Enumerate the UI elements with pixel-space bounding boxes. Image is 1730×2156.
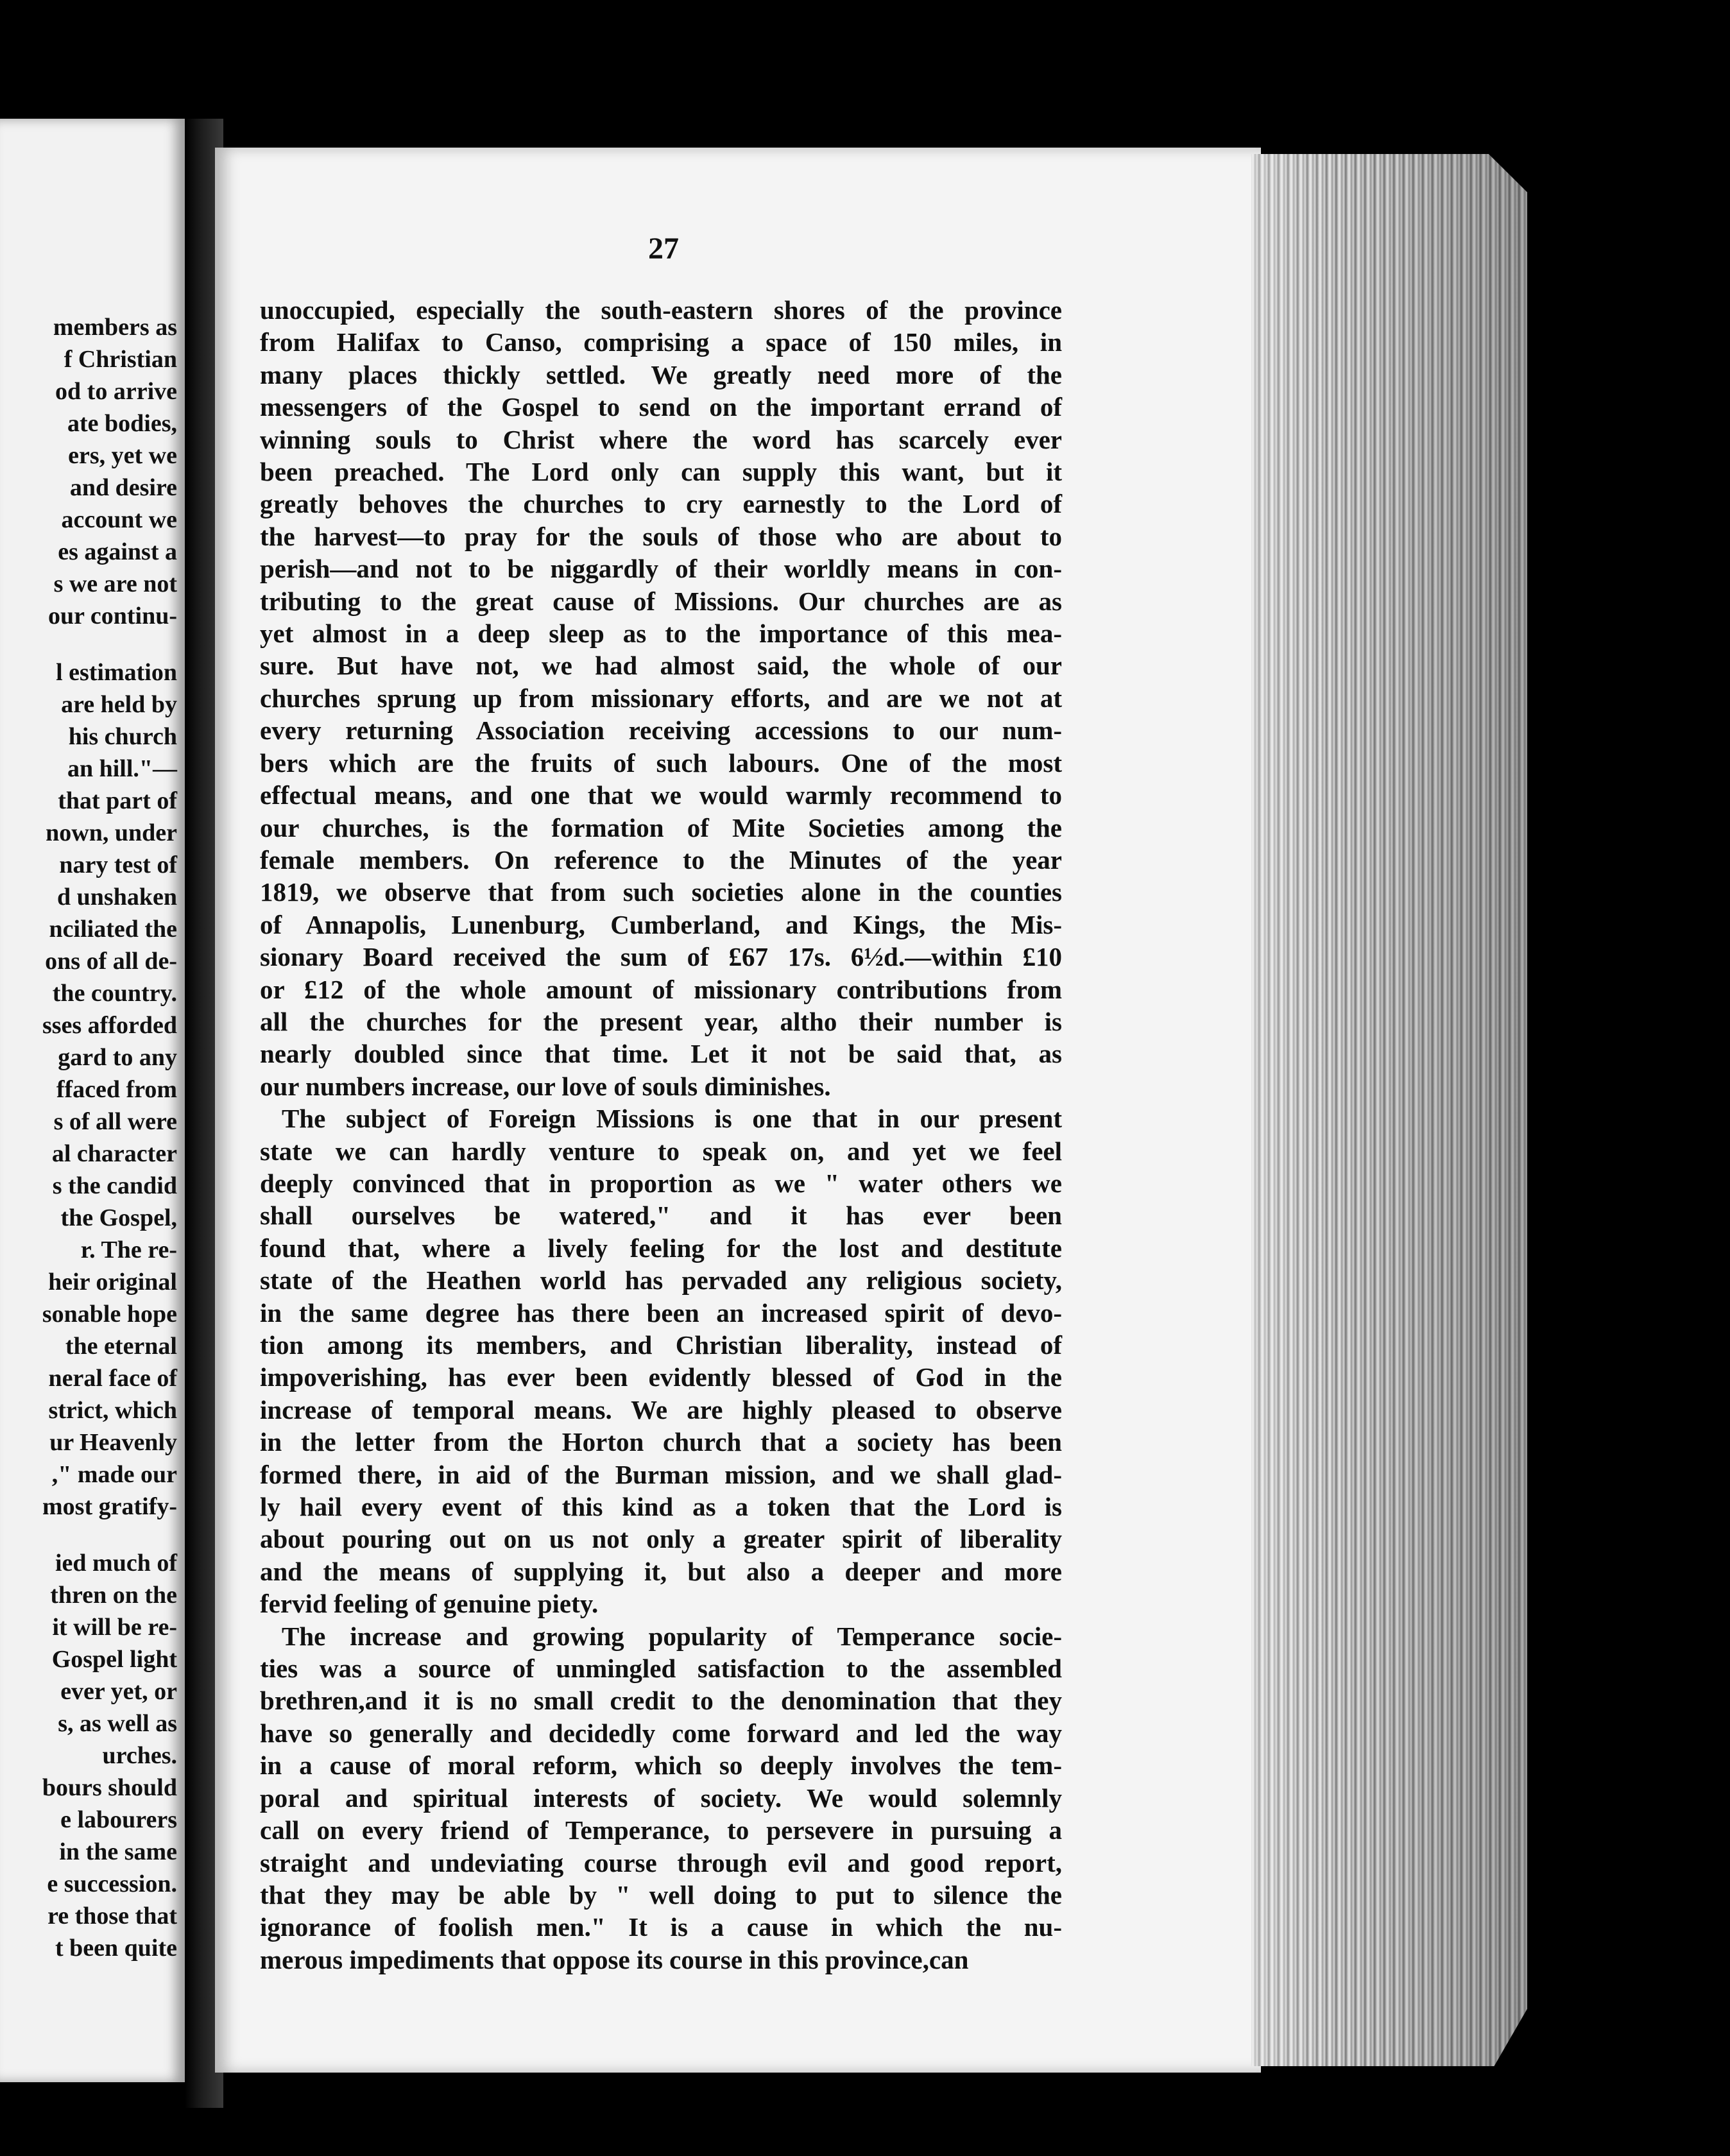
text-line: state of the Heathen world has pervaded any religious society, — [260, 1265, 1062, 1296]
left-page-line: sses afforded — [42, 1012, 177, 1039]
text-line: in the letter from the Horton church that a society has been — [260, 1427, 1062, 1457]
left-page-line: al character — [51, 1140, 177, 1167]
text-line: formed there, in aid of the Burman mission, and we shall glad- — [260, 1459, 1062, 1489]
left-page-line: l estimation — [56, 659, 177, 686]
left-page-line: ied much of — [55, 1550, 177, 1577]
text-line: winning souls to Christ where the word has scarcely ever — [260, 424, 1062, 454]
text-line: about pouring out on us not only a greater spirit of liberality — [260, 1524, 1062, 1554]
text-line: ignorance of foolish men." It is a cause in which the nu- — [260, 1912, 1062, 1942]
left-page-gap — [0, 632, 177, 656]
left-page-line: the Gospel, — [60, 1204, 177, 1231]
left-page-line: od to arrive — [55, 378, 177, 405]
left-page-line: an hill."— — [67, 755, 177, 782]
left-page-line: in the same — [59, 1838, 177, 1865]
text-line: greatly behoves the churches to cry earnestly to the Lord of — [260, 489, 1062, 519]
text-line: ly hail every event of this kind as a token that the Lord is — [260, 1492, 1062, 1522]
left-page-line: and desire — [69, 474, 177, 501]
text-line: call on every friend of Temperance, to persevere in pursuing a — [260, 1815, 1062, 1845]
text-line: that they may be able by " well doing to put to silence the — [260, 1879, 1062, 1910]
text-line: female members. On reference to the Minutes of the year — [260, 844, 1062, 875]
left-page-line: ate bodies, — [67, 410, 177, 437]
text-line: tion among its members, and Christian liberality, instead of — [260, 1330, 1062, 1360]
text-line: messengers of the Gospel to send on the important errand of — [260, 392, 1062, 422]
text-line: in the same degree has there been an increased spirit of devo- — [260, 1297, 1062, 1328]
text-line: increase of temporal means. We are highly pleased to observe — [260, 1394, 1062, 1425]
text-line: in a cause of moral reform, which so deeply involves the tem- — [260, 1750, 1062, 1781]
left-page-line: ers, yet we — [68, 442, 177, 469]
left-page-line: the eternal — [65, 1333, 177, 1360]
text-line: been preached. The Lord only can supply this want, but it — [260, 457, 1062, 487]
left-page-line: it will be re- — [52, 1614, 177, 1641]
left-page-line: d unshaken — [57, 884, 177, 911]
left-page-line: ffaced from — [56, 1076, 177, 1103]
text-line: many places thickly settled. We greatly need more of the — [260, 359, 1062, 389]
left-page-line: Gospel light — [51, 1646, 177, 1673]
page-number: 27 — [648, 232, 679, 266]
text-line: deeply convinced that in proportion as we " water others we — [260, 1168, 1062, 1198]
left-page-line: heir original — [48, 1269, 177, 1296]
text-line: perish—and not to be niggardly of their worldly means in con- — [260, 554, 1062, 584]
left-page-line: ever yet, or — [60, 1678, 177, 1705]
left-page-line: s, as well as — [58, 1710, 177, 1737]
left-page-line: sonable hope — [42, 1301, 177, 1328]
text-line: our churches, is the formation of Mite Societies among the — [260, 812, 1062, 843]
left-page-line: strict, which — [48, 1397, 177, 1424]
left-page-line: ur Heavenly — [49, 1429, 177, 1456]
left-page-line: e succession. — [47, 1870, 177, 1897]
left-page-line: re those that — [47, 1903, 177, 1929]
text-line: straight and undeviating course through evil and good report, — [260, 1847, 1062, 1878]
page-body-text — [260, 294, 1062, 1976]
text-line: ties was a source of unmingled satisfaction to the assembled — [260, 1654, 1062, 1684]
text-line: or £12 of the whole amount of missionary contributions from — [260, 974, 1062, 1004]
text-line: brethren,and it is no small credit to the denomination that they — [260, 1686, 1062, 1716]
left-page-line: that part of — [58, 787, 177, 814]
text-line: churches sprung up from missionary efforts, and are we not at — [260, 683, 1062, 713]
left-page-line: thren on the — [50, 1582, 177, 1609]
left-page-gap — [0, 1523, 177, 1547]
left-page-line: his church — [68, 723, 177, 750]
left-page-line: the country. — [52, 980, 177, 1007]
text-line: from Halifax to Canso, comprising a space of 150 miles, in — [260, 327, 1062, 357]
text-line: yet almost in a deep sleep as to the importance of this mea- — [260, 619, 1062, 649]
text-line: sure. But have not, we had almost said, the whole of our — [260, 651, 1062, 681]
text-line: impoverishing, has ever been evidently blessed of God in the — [260, 1362, 1062, 1392]
text-line: unoccupied, especially the south-eastern shores of the province — [260, 295, 1062, 325]
text-line: of Annapolis, Lunenburg, Cumberland, and Kings, the Mis- — [260, 909, 1062, 939]
text-line: have so generally and decidedly come forward and led the way — [260, 1718, 1062, 1748]
text-line: The subject of Foreign Missions is one that in our present — [282, 1104, 1062, 1134]
left-page-line: are held by — [61, 691, 177, 718]
left-page-line: nown, under — [46, 819, 177, 846]
left-page-line: nary test of — [59, 851, 177, 878]
text-line: 1819, we observe that from such societies alone in the counties — [260, 877, 1062, 907]
left-page-line: neral face of — [48, 1365, 177, 1392]
left-page-line: e labourers — [60, 1806, 177, 1833]
text-line: fervid feeling of genuine piety. — [260, 1589, 599, 1619]
left-page-fragment — [0, 119, 185, 2082]
text-line: the harvest—to pray for the souls of those who are about to — [260, 521, 1062, 551]
left-page-line: bours should — [42, 1774, 177, 1801]
text-line: found that, where a lively feeling for the lost and destitute — [260, 1233, 1062, 1263]
left-page-line: es against a — [58, 538, 177, 565]
text-line: shall ourselves be watered," and it has ever been — [260, 1201, 1062, 1231]
text-line: bers which are the fruits of such labours. One of the most — [260, 748, 1062, 778]
book-fore-edge-shading — [1251, 154, 1527, 2066]
left-page-line: most gratify- — [42, 1493, 177, 1520]
left-page-line: gard to any — [58, 1044, 177, 1071]
text-line: effectual means, and one that we would warmly recommend to — [260, 780, 1062, 810]
text-line: every returning Association receiving accessions to our num- — [260, 715, 1062, 746]
left-page-text — [0, 311, 177, 1964]
text-line: our numbers increase, our love of souls diminishes. — [260, 1071, 831, 1101]
text-line: and the means of supplying it, but also a deeper and more — [260, 1556, 1062, 1586]
left-page-line: s the candid — [52, 1172, 177, 1199]
text-line: The increase and growing popularity of Temperance socie- — [282, 1621, 1062, 1651]
left-page-line: our continu- — [48, 603, 177, 629]
left-page-line: nciliated the — [49, 916, 177, 943]
text-line: nearly doubled since that time. Let it not be said that, as — [260, 1039, 1062, 1069]
left-page-line: ," made our — [51, 1461, 177, 1488]
text-line: poral and spiritual interests of society. We would solemnly — [260, 1783, 1062, 1813]
text-line: tributing to the great cause of Missions. Our churches are as — [260, 586, 1062, 616]
text-line: merous impediments that oppose its course in this province,can — [260, 1944, 969, 1974]
left-page-line: ons of all de- — [45, 948, 177, 975]
left-page-line: members as — [53, 314, 177, 341]
left-page-line: urches. — [102, 1742, 177, 1769]
text-line: state we can hardly venture to speak on, and yet we feel — [260, 1136, 1062, 1166]
text-line: all the churches for the present year, altho their number is — [260, 1006, 1062, 1036]
text-line: sionary Board received the sum of £67 17s. 6½d.—within £10 — [260, 942, 1062, 972]
left-page-line: s of all were — [53, 1108, 177, 1135]
left-page-line: t been quite — [55, 1935, 177, 1962]
left-page-line: r. The re- — [80, 1236, 177, 1263]
left-page-line: account we — [61, 506, 177, 533]
left-page-line: f Christian — [64, 346, 177, 373]
left-page-line: s we are not — [53, 570, 177, 597]
